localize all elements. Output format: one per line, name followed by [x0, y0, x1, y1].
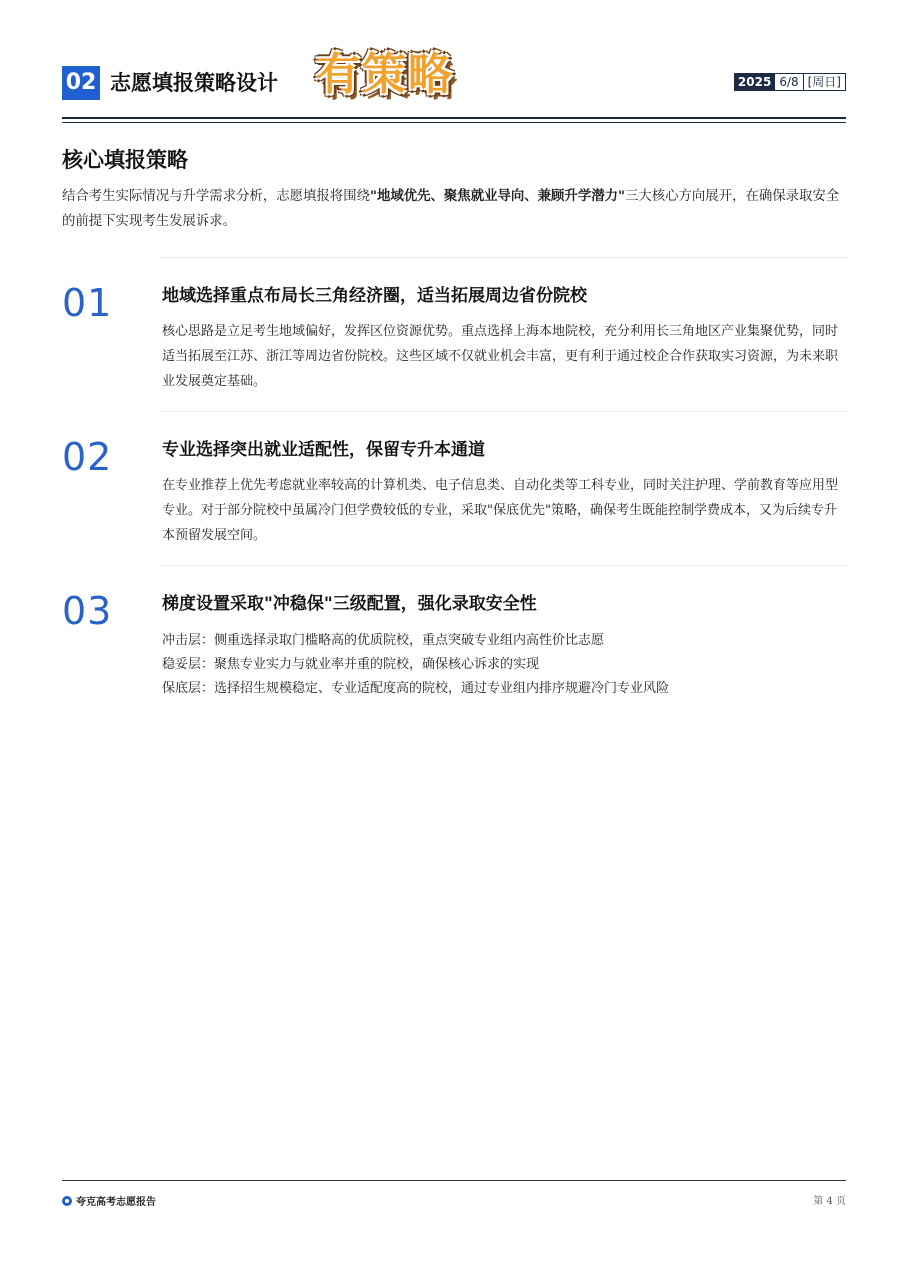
- list-item: 冲击层：侧重选择录取门槛略高的优质院校，重点突破专业组内高性价比志愿: [162, 633, 605, 648]
- item-number: 02: [62, 435, 113, 479]
- brand-name: 夸克高考志愿报告: [76, 1197, 156, 1208]
- divider: [160, 411, 848, 412]
- intro-suffix: 三大核心方向展开，在确保录取安全的前提下实现考生发展诉求。: [62, 189, 840, 229]
- date-year: 2025: [734, 73, 775, 91]
- intro-bold: "地域优先、聚焦就业导向、兼顾升学潜力": [369, 188, 625, 204]
- item-title: 专业选择突出就业适配性，保留专升本通道: [162, 440, 485, 460]
- page-header: [62, 49, 846, 102]
- item-title: 梯度设置采取"冲稳保"三级配置，强化录取安全性: [162, 594, 537, 614]
- strategy-item-2: [62, 437, 848, 567]
- item-number: 01: [62, 281, 113, 325]
- header-divider-thick: [62, 117, 846, 119]
- footer-divider: [62, 1180, 846, 1181]
- strategy-item-3: [62, 591, 848, 711]
- divider: [160, 257, 848, 258]
- sticker-text: 有策略: [316, 49, 454, 100]
- page-title: 核心填报策略: [62, 147, 188, 172]
- page-number: 第 4 页: [813, 1196, 846, 1207]
- list-item: 稳妥层：聚焦专业实力与就业率并重的院校，确保核心诉求的实现: [162, 657, 540, 672]
- item-body-list: [162, 629, 846, 701]
- intro-prefix: 结合考生实际情况与升学需求分析，志愿填报将围绕: [62, 189, 370, 204]
- item-body: 在专业推荐上优先考虑就业率较高的计算机类、电子信息类、自动化类等工科专业，同时关注护理、学前教育等应用型专业。对于部分院校中虽属冷门但学费较低的专业，采取"保底优先"策略，确保考生既能控制学费成本，又为后续专升本预留发展空间。: [162, 478, 839, 543]
- date-month-day: 6/8: [775, 73, 803, 91]
- header-divider-thin: [62, 122, 846, 123]
- intro-paragraph: [62, 184, 846, 234]
- date-stamp: [734, 73, 846, 91]
- footer-brand: [62, 1193, 156, 1208]
- strategy-item-1: [62, 283, 848, 413]
- list-item: 保底层：选择招生规模稳定、专业适配度高的院校，通过专业组内排序规避冷门专业风险: [162, 681, 670, 696]
- item-number: 03: [62, 589, 113, 633]
- item-title: 地域选择重点布局长三角经济圈，适当拓展周边省份院校: [162, 286, 587, 306]
- item-body: 核心思路是立足考生地域偏好，发挥区位资源优势。重点选择上海本地院校，充分利用长三角地区产业集聚优势，同时适当拓展至江苏、浙江等周边省份院校。这些区域不仅就业机会丰富，更有利于通过校企合作获取实习资源，为未来职业发展奠定基础。: [162, 324, 839, 389]
- section-number-badge: 02: [62, 66, 100, 100]
- section-title: 志愿填报策略设计: [110, 70, 278, 95]
- brand-logo-icon: [62, 1196, 72, 1206]
- date-weekday: [周日]: [804, 73, 846, 91]
- divider: [160, 565, 848, 566]
